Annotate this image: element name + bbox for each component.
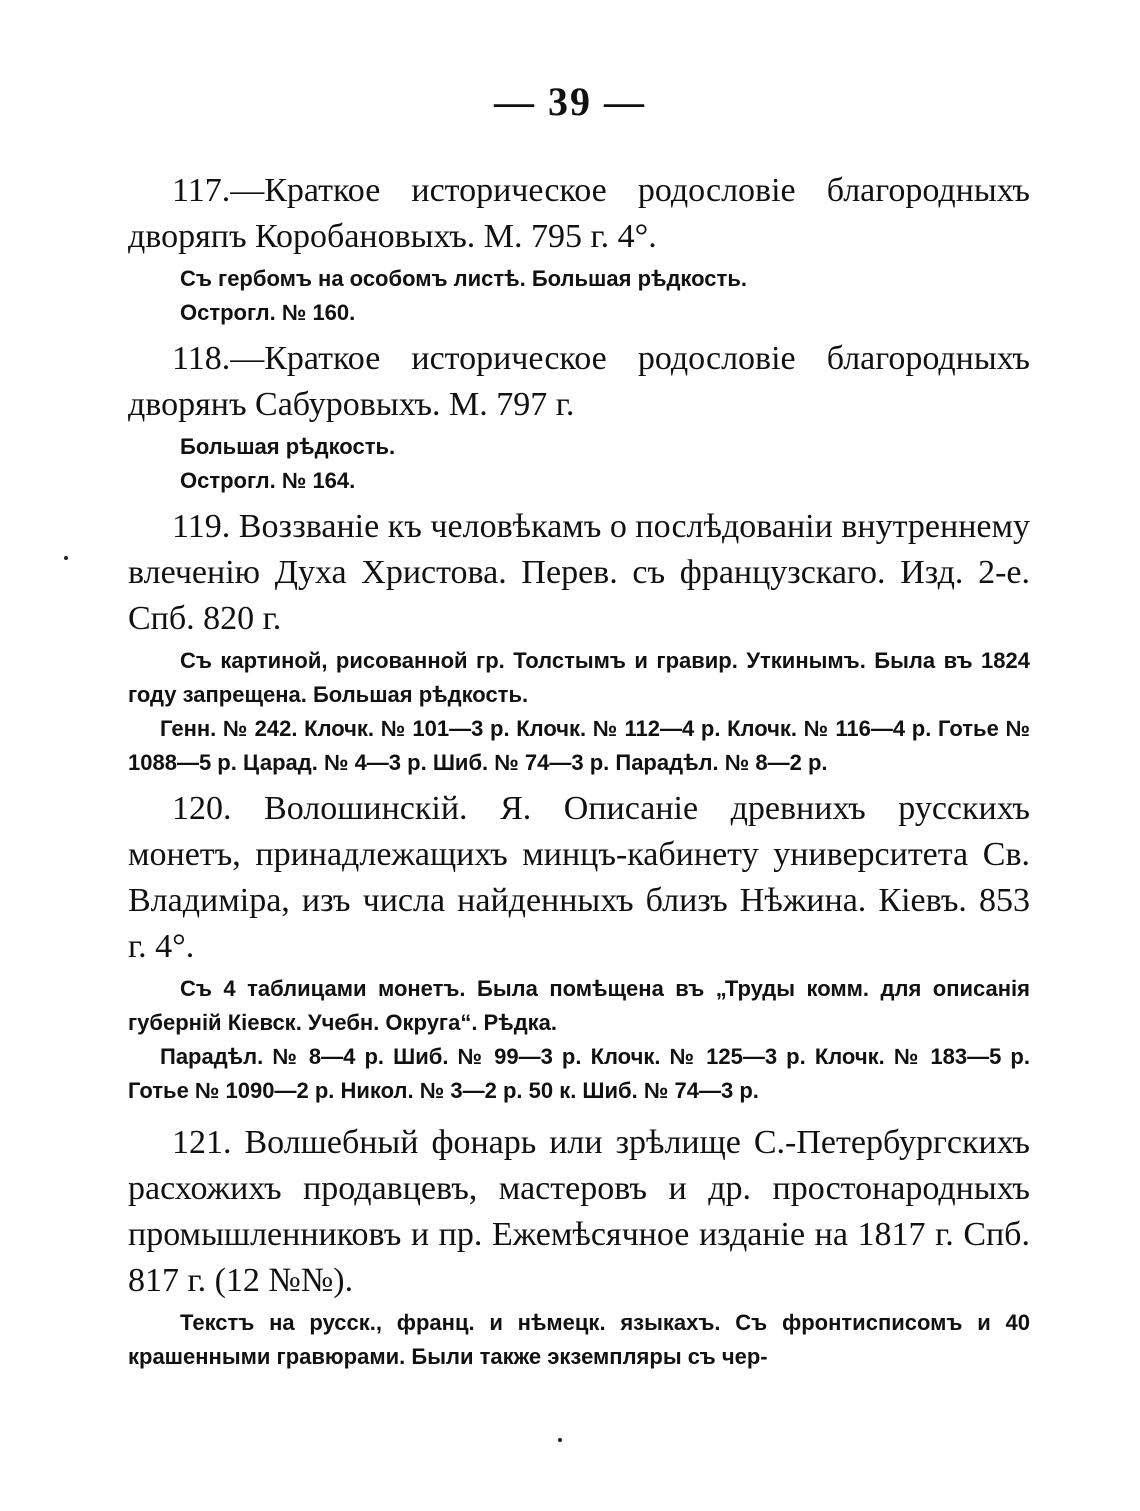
entry-title: 117.—Краткое историческое родословіе благородныхъ дворяпъ Коробановыхъ. М. 795 г. 4°.: [128, 172, 1030, 255]
catalog-entry-118: [128, 336, 1030, 498]
entry-note: Большая рѣдкость.: [180, 434, 396, 459]
catalog-entry-117: [128, 168, 1030, 330]
print-speck: [558, 1438, 562, 1442]
entry-references: Парадѣл. № 8—4 р. Шиб. № 99—3 р. Клочк. № 125—3 р. Клочк. № 183—5 р. Готье № 1090—2 р. Никол. № 3—2 р. 50 к. Шиб. № 74—3 р.: [128, 1044, 1030, 1103]
entry-note: Съ 4 таблицами монетъ. Была помѣщена въ „Труды комм. для описанія губерній Кіевск. Учебн. Округа“. Рѣдка.: [128, 976, 1030, 1035]
entry-note: Острогл. № 160.: [180, 300, 356, 325]
entry-note: Текстъ на русск., франц. и нѣмецк. языкахъ. Съ фронтисписомъ и 40 крашенными гравюрами. Были также экземпляры съ чер-: [128, 1310, 1030, 1369]
print-speck: [64, 556, 68, 560]
catalog-entry-120: [128, 786, 1030, 1108]
entry-title: 121. Волшебный фонарь или зрѣлище С.-Петербургскихъ расхожихъ продавцевъ, мастеровъ и др. простонародныхъ промышленниковъ и пр. Ежемѣсячное изданіе на 1817 г. Спб. 817 г. (12 №№).: [128, 1124, 1030, 1299]
entry-title: 118.—Краткое историческое родословіе благородныхъ дворянъ Сабуровыхъ. М. 797 г.: [128, 340, 1030, 423]
entry-title: 120. Волошинскій. Я. Описаніе древнихъ русскихъ монетъ, принадлежащихъ минцъ-кабинету университета Св. Владиміра, изъ числа найденныхъ близъ Нѣжина. Кіевъ. 853 г. 4°.: [128, 790, 1030, 965]
page-number: — 39 —: [494, 79, 646, 124]
entry-references: Генн. № 242. Клочк. № 101—3 р. Клочк. № 112—4 р. Клочк. № 116—4 р. Готье № 1088—5 р. Царад. № 4—3 р. Шиб. № 74—3 р. Парадѣл. № 8—2 р.: [128, 716, 1030, 775]
entry-title: 119. Воззваніе къ человѣкамъ о послѣдованіи внутреннему влеченію Духа Христова. Перев. съ французскаго. Изд. 2-е. Спб. 820 г.: [128, 508, 1030, 637]
entry-note: Съ картиной, рисованной гр. Толстымъ и гравир. Уткинымъ. Была въ 1824 году запрещена. Большая рѣдкость.: [128, 648, 1030, 707]
entry-note: Острогл. № 164.: [180, 468, 356, 493]
page-content: [128, 168, 1030, 1374]
entry-note: Съ гербомъ на особомъ листѣ. Большая рѣдкость.: [180, 266, 747, 291]
catalog-entry-119: [128, 504, 1030, 780]
catalog-entry-121: [128, 1120, 1030, 1374]
